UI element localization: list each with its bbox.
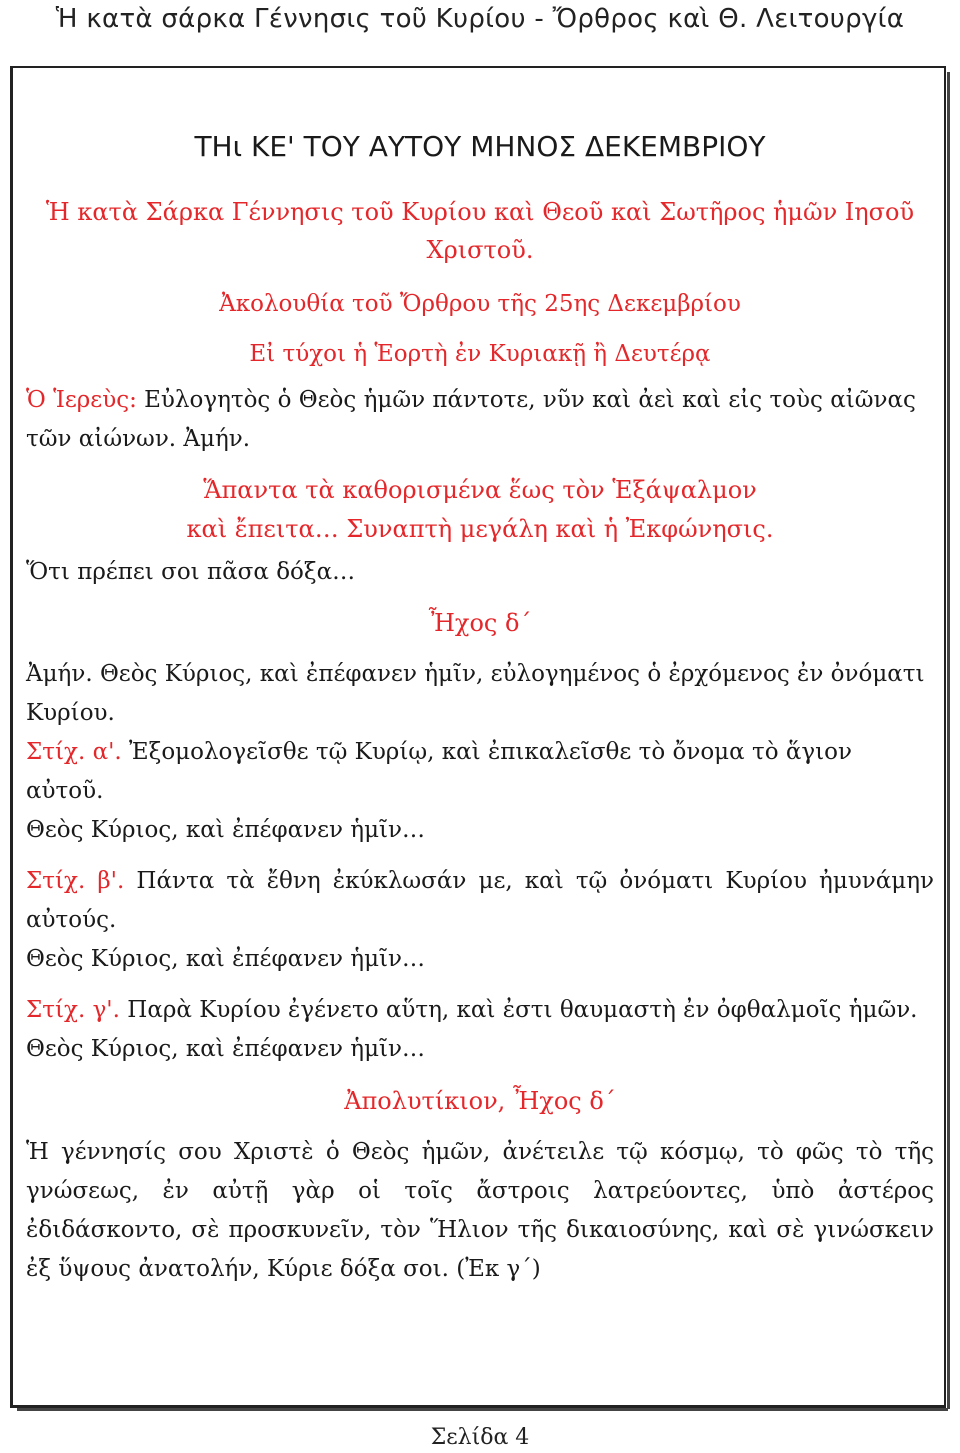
page-content [26, 130, 934, 1289]
verse-2 [26, 862, 934, 940]
verse-3-label: Στίχ. γ'. [26, 997, 120, 1023]
echos-heading: Ἦχος δ΄ [428, 609, 532, 637]
refrain-1: Θεὸς Κύριος, καὶ ἐπέφανεν ἡμῖν… [26, 817, 426, 843]
running-header: Ἡ κατὰ σάρκα Γέννησις τοῦ Κυρίου - Ὄρθρος καὶ Θ. Λειτουργία [55, 4, 905, 34]
verse-3-text: Παρὰ Κυρίου ἐγένετο αὕτη, καὶ ἐστι θαυμαστὴ ἐν ὀφθαλμοῖς ἡμῶν. [119, 997, 918, 1023]
verse-2-text: Πάντα τὰ ἔθνη ἐκύκλωσάν με, καὶ τῷ ὀνόματι Κυρίου ἠμυνάμην αὐτούς. [26, 868, 934, 933]
priest-blessing [26, 381, 934, 459]
refrain-3: Θεὸς Κύριος, καὶ ἐπέφανεν ἡμῖν… [26, 1036, 426, 1062]
feast-title: Ἡ κατὰ Σάρκα Γέννησις τοῦ Κυρίου καὶ Θεοῦ καὶ Σωτῆρος ἡμῶν Ιησοῦ Χριστοῦ. [45, 198, 915, 264]
verse-1-text: Ἐξομολογεῖσθε τῷ Κυρίῳ, καὶ ἐπικαλεῖσθε τὸ ὄνομα τὸ ἅγιον αὐτοῦ. [26, 739, 852, 804]
verse-1-label: Στίχ. α'. [26, 739, 122, 765]
page-number: Σελίδα 4 [430, 1425, 530, 1450]
rubric-sunday-monday: Εἰ τύχοι ἡ Ἑορτὴ ἐν Κυριακῇ ἢ Δευτέρᾳ [249, 341, 711, 367]
rubric-hexapsalmos: Ἅπαντα τὰ καθορισμένα ἕως τὸν Ἑξάψαλμον καὶ ἔπειτα… Συναπτὴ μεγάλη καὶ ἡ Ἐκφώνησις. [186, 476, 774, 543]
verse-2-label: Στίχ. β'. [26, 868, 125, 894]
refrain-2: Θεὸς Κύριος, καὶ ἐπέφανεν ἡμῖν… [26, 946, 426, 972]
verse-3 [26, 991, 934, 1030]
akolouthia-heading: Ἀκολουθία τοῦ Ὄρθρου τῆς 25ης Δεκεμβρίου [219, 291, 741, 317]
theos-kyrios-full: Ἀμήν. Θεὸς Κύριος, καὶ ἐπέφανεν ἡμῖν, εὐλογημένος ὁ ἐρχόμενος ἐν ὀνόματι Κυρίου. [26, 661, 925, 726]
verse-1 [26, 733, 934, 811]
ekphonesis: Ὅτι πρέπει σοι πᾶσα δόξα… [26, 559, 356, 585]
apolytikion-text: Ἡ γέννησίς σου Χριστὲ ὁ Θεὸς ἡμῶν, ἀνέτειλε τῷ κόσμῳ, τὸ φῶς τὸ τῆς γνώσεως, ἐν αὐτῇ γὰρ οἱ τοῖς ἄστροις λατρεύοντες, ὑπὸ ἀστέρος ἐδιδάσκοντο, σὲ προσκυνεῖν, τὸν Ἥλιον τῆς δικαιοσύνης, καὶ σὲ γινώσκειν ἐξ ὕψους ἀνατολήν, Κύριε δόξα σοι. (Ἐκ γ΄) [26, 1139, 934, 1282]
apolytikion-heading: Ἀπολυτίκιον, Ἦχος δ΄ [344, 1087, 616, 1115]
priest-label: Ὁ Ἱερεὺς: [26, 387, 137, 413]
priest-text: Εὐλογητὸς ὁ Θεὸς ἡμῶν πάντοτε, νῦν καὶ ἀεὶ καὶ εἰς τοὺς αἰῶνας τῶν αἰώνων. Ἀμήν. [26, 387, 916, 452]
page-title: ΤΗι ΚΕ' ΤΟΥ ΑΥΤΟΥ ΜΗΝΟΣ ΔΕΚΕΜΒΡΙΟΥ [194, 130, 766, 163]
